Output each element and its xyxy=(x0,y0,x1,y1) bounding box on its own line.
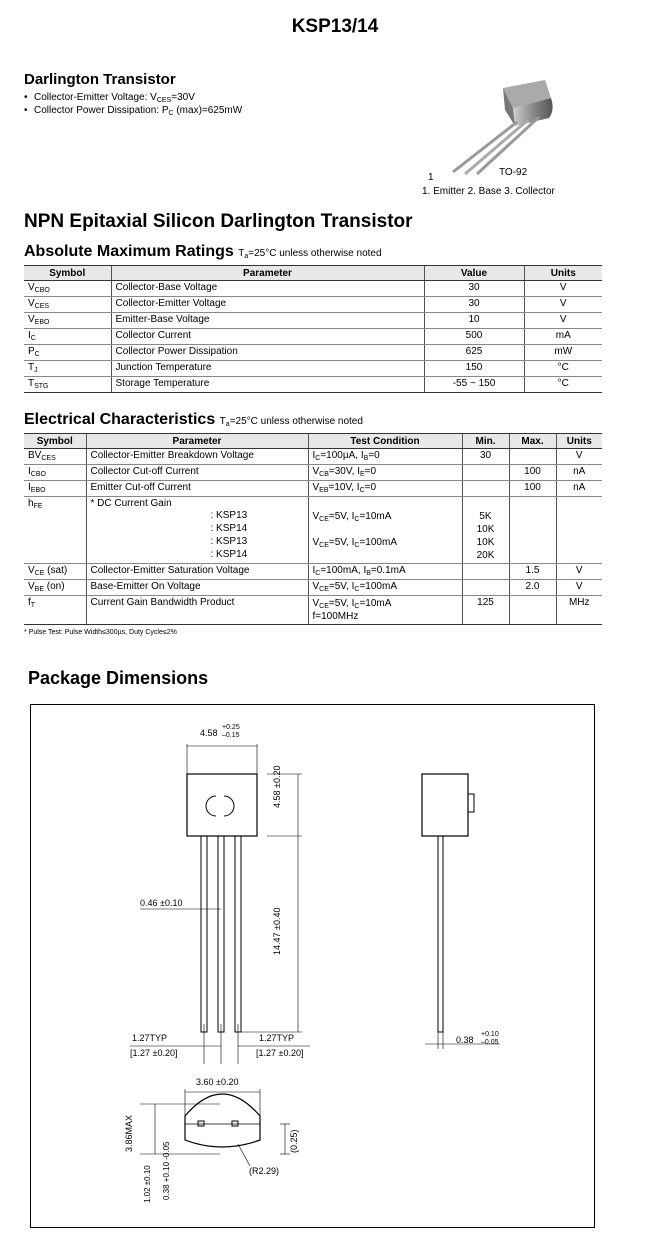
table-row xyxy=(24,580,602,596)
min-cell xyxy=(462,497,509,564)
table-row xyxy=(24,361,602,377)
amr-heading: Absolute Maximum Ratings $T_a=25^\circ C$ unless otherwise noted xyxy=(24,243,382,260)
part-label: : KSP14 xyxy=(210,523,248,534)
hfe-condition: $V_{CE}=5V$, $I_C=100mA$ xyxy=(312,537,397,549)
table-header-row xyxy=(24,434,602,449)
col-header: Parameter xyxy=(86,434,308,449)
table-row xyxy=(24,449,602,465)
dim-lead-width: 0.46 ±0.10 xyxy=(140,898,183,908)
dim-pitch2b: [1.27 ±0.20] xyxy=(256,1048,304,1058)
unit-cell: V xyxy=(556,564,602,580)
condition-cell: $V_{CB}=30V$, $I_E=0$ xyxy=(308,465,462,481)
condition-cell xyxy=(308,497,462,564)
symbol-cell: $T_{STG}$ xyxy=(24,377,111,393)
col-header: Units xyxy=(524,266,602,281)
package-drawing xyxy=(30,704,595,1228)
col-header: Test Condition xyxy=(308,434,462,449)
mark-arc xyxy=(206,796,216,816)
max-cell: 100 xyxy=(509,481,556,497)
feature-item: • Collector Power Dissipation: $P_C$ (max)=625mW xyxy=(24,105,243,117)
symbol-cell: $h_{FE}$ xyxy=(24,497,86,564)
min-value: 10K xyxy=(476,524,495,535)
leads xyxy=(201,836,241,1032)
symbol-cell: $f_T$ xyxy=(24,596,86,625)
max-cell xyxy=(509,596,556,625)
feature-item: • Collector-Emitter Voltage: $V_{CES}=30V$ xyxy=(24,92,195,104)
ec-heading: Electrical Characteristics $T_a=25^\circ C$ unless otherwise noted xyxy=(24,411,363,428)
col-header: Parameter xyxy=(111,266,424,281)
mark-arc xyxy=(224,796,234,816)
col-header: Symbol xyxy=(24,434,86,449)
condition-cell: $I_C=100\mu A$, $I_B=0$ xyxy=(308,449,462,465)
condition-cell: $V_{EB}=10V$, $I_C=0$ xyxy=(308,481,462,497)
parameter-cell: Emitter-Base Voltage xyxy=(111,313,424,329)
max-cell: 1.5 xyxy=(509,564,556,580)
col-header: Max. xyxy=(509,434,556,449)
table-row xyxy=(24,345,602,361)
min-value: 10K xyxy=(476,537,495,548)
symbol-cell: $V_{BE}$ (on) xyxy=(24,580,86,596)
parameter-cell: Collector-Emitter Saturation Voltage xyxy=(86,564,308,580)
table-row xyxy=(24,481,602,497)
pin-legend: 1. Emitter 2. Base 3. Collector xyxy=(422,186,555,197)
side-body xyxy=(422,774,468,836)
parameter-cell: Junction Temperature xyxy=(111,361,424,377)
parameter-cell: Collector Current xyxy=(111,329,424,345)
unit-cell: nA xyxy=(556,465,602,481)
dim-body-height: 4.58 ±0.20 xyxy=(272,765,282,808)
parameter-cell: Emitter Cut-off Current xyxy=(86,481,308,497)
dim-c: (0.25) xyxy=(289,1129,299,1153)
symbol-cell: $V_{CE}$ (sat) xyxy=(24,564,86,580)
table-row xyxy=(24,465,602,481)
symbol-cell: $V_{CES}$ xyxy=(24,297,111,313)
dim-width-tol: +0.25 –0.15 xyxy=(222,724,240,739)
max-cell: 100 xyxy=(509,465,556,481)
table-row xyxy=(24,497,602,564)
parameter-cell: Collector-Base Voltage xyxy=(111,281,424,297)
dim-bottom-width: 3.60 ±0.20 xyxy=(196,1077,239,1087)
unit-cell: V xyxy=(556,580,602,596)
body-outline xyxy=(187,774,257,836)
ec-table xyxy=(24,433,602,625)
ft-condition: $V_{CE}=5V$, $I_C=10mA$ xyxy=(312,598,392,610)
symbol-cell: $P_C$ xyxy=(24,345,111,361)
dim-pitch1b: [1.27 ±0.20] xyxy=(130,1048,178,1058)
min-cell: 125 xyxy=(462,596,509,625)
pulse-test-footnote: * Pulse Test: Pulse Width≤300µs, Duty Cycle≤2% xyxy=(24,629,177,636)
table-row xyxy=(24,313,602,329)
dim-bottom-height: 3.86MAX xyxy=(124,1114,134,1152)
bottom-outline xyxy=(185,1094,260,1147)
col-header: Value xyxy=(424,266,524,281)
dim-lead-length: 14.47 ±0.40 xyxy=(272,907,282,955)
value-cell: 625 xyxy=(424,345,524,361)
symbol-cell: $T_J$ xyxy=(24,361,111,377)
min-cell: 30 xyxy=(462,449,509,465)
table-row xyxy=(24,596,602,625)
min-cell xyxy=(462,481,509,497)
value-cell: 30 xyxy=(424,281,524,297)
condition-cell: $V_{CE}=5V$, $I_C=100mA$ xyxy=(308,580,462,596)
parameter-cell: Collector-Emitter Voltage xyxy=(111,297,424,313)
part-label: : KSP13 xyxy=(210,510,248,521)
table-row xyxy=(24,564,602,580)
to92-package-image xyxy=(425,70,585,205)
unit-cell: °C xyxy=(524,377,602,393)
document-title: KSP13/14 xyxy=(291,16,379,37)
table-header-row xyxy=(24,266,602,281)
value-cell: 10 xyxy=(424,313,524,329)
max-cell xyxy=(509,497,556,564)
ft-condition: f=100MHz xyxy=(312,611,359,622)
unit-cell: °C xyxy=(524,361,602,377)
unit-cell: V xyxy=(524,281,602,297)
unit-cell: MHz xyxy=(556,596,602,625)
symbol-cell: $BV_{CES}$ xyxy=(24,449,86,465)
table-row xyxy=(24,297,602,313)
table-row xyxy=(24,281,602,297)
unit-cell: nA xyxy=(556,481,602,497)
min-cell xyxy=(462,465,509,481)
symbol-cell: $V_{CBO}$ xyxy=(24,281,111,297)
max-cell xyxy=(509,449,556,465)
unit-cell: V xyxy=(524,313,602,329)
amr-table xyxy=(24,265,602,393)
unit-cell xyxy=(556,497,602,564)
package-dimensions-heading: Package Dimensions xyxy=(28,668,209,688)
package-name: TO-92 xyxy=(499,167,528,178)
parameter-cell: Current Gain Bandwidth Product xyxy=(86,596,308,625)
side-lead xyxy=(438,836,443,1032)
table-row xyxy=(24,377,602,393)
min-cell xyxy=(462,564,509,580)
unit-cell: V xyxy=(556,449,602,465)
dim-pitch1: 1.27TYP xyxy=(132,1033,168,1043)
unit-cell: mA xyxy=(524,329,602,345)
parameter-cell: Collector Cut-off Current xyxy=(86,465,308,481)
product-subtitle: NPN Epitaxial Silicon Darlington Transistor xyxy=(24,211,413,232)
parameter-cell xyxy=(86,497,308,564)
value-cell: 500 xyxy=(424,329,524,345)
symbol-cell: $I_C$ xyxy=(24,329,111,345)
condition-cell xyxy=(308,596,462,625)
unit-cell: V xyxy=(524,297,602,313)
symbol-cell: $I_{CBO}$ xyxy=(24,465,86,481)
value-cell: 30 xyxy=(424,297,524,313)
dim-b: 0.38 +0.10 -0.05 xyxy=(162,1141,171,1200)
dim-thickness: 0.38 xyxy=(456,1035,474,1045)
col-header: Units xyxy=(556,434,602,449)
condition-cell: $I_C=100mA$, $I_B=0.1mA$ xyxy=(308,564,462,580)
product-heading: Darlington Transistor xyxy=(24,71,176,88)
hfe-condition: $V_{CE}=5V$, $I_C=10mA$ xyxy=(312,511,392,523)
dim-radius: (R2.29) xyxy=(249,1166,280,1176)
value-cell: -55 ~ 150 xyxy=(424,377,524,393)
symbol-cell: $V_{EBO}$ xyxy=(24,313,111,329)
parameter-cell: Storage Temperature xyxy=(111,377,424,393)
parameter-cell: Base-Emitter On Voltage xyxy=(86,580,308,596)
unit-cell: mW xyxy=(524,345,602,361)
col-header: Symbol xyxy=(24,266,111,281)
dim-pitch2: 1.27TYP xyxy=(259,1033,295,1043)
part-label: : KSP14 xyxy=(210,549,248,560)
dim-width-top: 4.58 xyxy=(200,728,218,738)
min-cell xyxy=(462,580,509,596)
value-cell: 150 xyxy=(424,361,524,377)
max-cell: 2.0 xyxy=(509,580,556,596)
parameter-cell: Collector Power Dissipation xyxy=(111,345,424,361)
min-value: 20K xyxy=(476,550,495,561)
dim-thickness-tol: +0.10 –0.05 xyxy=(481,1031,499,1046)
pin1-label: 1 xyxy=(428,172,434,183)
dim-a: 1.02 ±0.10 xyxy=(143,1165,152,1203)
symbol-cell: $I_{EBO}$ xyxy=(24,481,86,497)
min-value: 5K xyxy=(479,511,492,522)
col-header: Min. xyxy=(462,434,509,449)
parameter-cell: Collector-Emitter Breakdown Voltage xyxy=(86,449,308,465)
part-label: : KSP13 xyxy=(210,536,248,547)
hfe-param: * DC Current Gain xyxy=(90,498,172,509)
table-row xyxy=(24,329,602,345)
